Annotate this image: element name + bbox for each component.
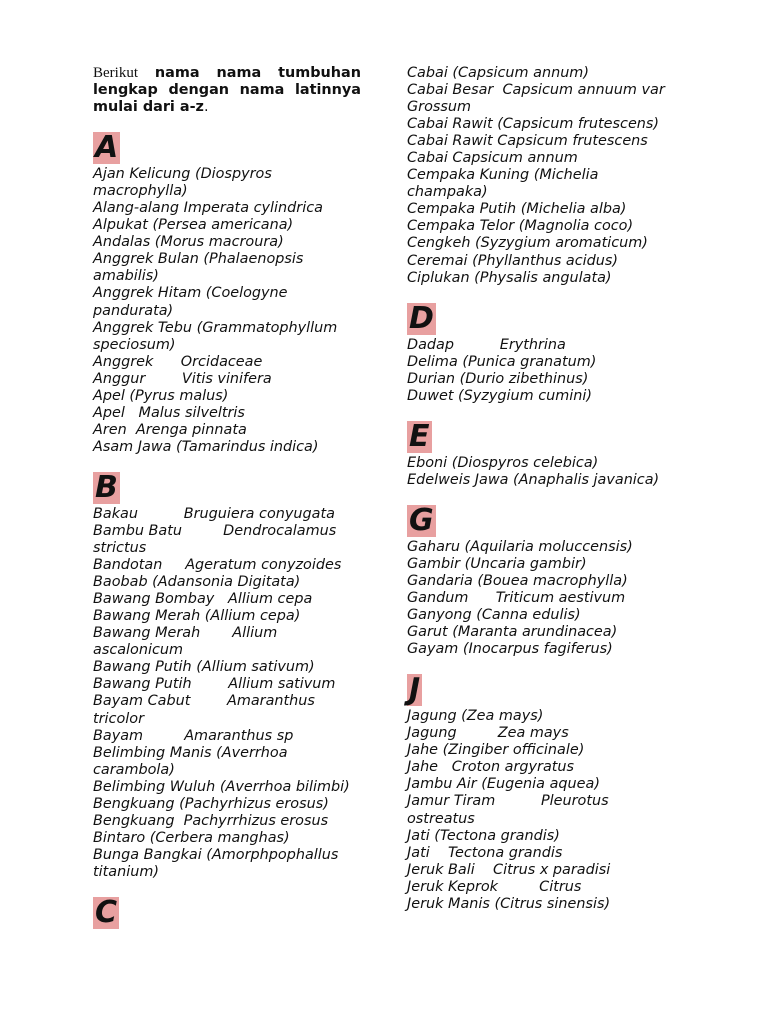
intro-bold-text: nama nama tumbuhan lengkap dengan nama latinnya mulai dari a-z [93, 65, 361, 116]
letter-section [407, 502, 677, 658]
plant-entry: Jagung Zea mays [407, 725, 569, 742]
letter-section [93, 894, 361, 931]
plant-entry: Delima (Punica granatum) [407, 353, 597, 370]
plant-entry: Gandum Triticum aestivum [407, 590, 626, 607]
section-letter-heading: D [409, 300, 434, 336]
plant-entry: Bunga Bangkai (Amorphpophallus titanium) [93, 846, 343, 880]
section-letter-heading: C [95, 894, 118, 930]
plant-entry: Anggrek Hitam (Coelogyne pandurata) [93, 285, 293, 319]
plant-entry: Cempaka Kuning (Michelia champaka) [407, 167, 604, 201]
right-column [407, 65, 677, 913]
plant-entry: Bayam Cabut Amaranthus tricolor [93, 693, 320, 727]
plant-entry: Andalas (Morus macroura) [93, 234, 284, 251]
plant-entry: Bengkuang (Pachyrhizus erosus) [93, 795, 329, 812]
plant-entry: Jamur Tiram Pleurotus ostreatus [407, 793, 614, 827]
plant-entry: Ceremai (Phyllanthus acidus) [407, 252, 618, 269]
plant-entry: Apel Malus silveltris [93, 404, 245, 421]
section-letter-heading: A [95, 130, 119, 166]
plant-entry: Apel (Pyrus malus) [93, 387, 229, 404]
plant-entry: Duwet (Syzygium cumini) [407, 387, 593, 404]
plant-entry: Garut (Maranta arundinacea) [407, 624, 618, 641]
plant-entry: Cabai Besar Capsicum annuum var Grossum [407, 82, 670, 116]
section-letter-heading: G [409, 502, 434, 538]
plant-entry: Bambu Batu Dendrocalamus strictus [93, 522, 341, 557]
plant-entry: Bawang Merah Allium ascalonicum [93, 625, 282, 659]
plant-entry: Cabai Rawit Capsicum frutescens [407, 133, 648, 150]
plant-entry: Alpukat (Persea americana) [93, 217, 294, 234]
plant-entry: Baobab (Adansonia Digitata) [93, 574, 301, 591]
plant-entry: Durian (Durio zibethinus) [407, 370, 589, 387]
plant-entry: Jati Tectona grandis [407, 844, 563, 861]
plant-entry: Ciplukan (Physalis angulata) [407, 269, 612, 286]
plant-entry: Ajan Kelicung (Diospyros macrophylla) [93, 166, 277, 200]
plant-entry: Asam Jawa (Tamarindus indica) [93, 438, 319, 455]
plant-entry: Bawang Putih (Allium sativum) [93, 659, 315, 676]
plant-entry: Jeruk Bali Citrus x paradisi [407, 861, 611, 878]
plant-entry: Jahe Croton argyratus [407, 759, 575, 776]
intro-end: . [203, 99, 209, 116]
plant-entry: Cabai (Capsicum annum) [407, 65, 589, 81]
plant-entry: Cabai Capsicum annum [407, 150, 578, 167]
plant-entry: Anggrek Tebu (Grammatophyllum speciosum) [93, 319, 342, 353]
plant-entry: Jeruk Keprok Citrus [407, 878, 582, 895]
plant-entry: Belimbing Wuluh (Averrhoa bilimbi) [93, 778, 350, 795]
plant-entry: Cempaka Putih (Michelia alba) [407, 201, 627, 218]
plant-entry: Anggrek Orcidaceae [93, 353, 263, 370]
left-sections [93, 132, 361, 931]
plant-entry: Gayam (Inocarpus fagiferus) [407, 641, 613, 658]
plant-entry: Bawang Putih Allium sativum [93, 676, 336, 693]
plant-entry: Bandotan Ageratum conyzoides [93, 557, 342, 574]
plant-entry: Bawang Merah (Allium cepa) [93, 608, 301, 625]
plant-entry: Bakau Bruguiera conyugata [93, 505, 335, 522]
plant-entry: Cengkeh (Syzygium aromaticum) [407, 235, 648, 252]
letter-section [93, 469, 361, 881]
plant-entry: Cabai Rawit (Capsicum frutescens) [407, 116, 660, 133]
plant-entry: Jeruk Manis (Citrus sinensis) [407, 895, 611, 912]
plant-entry: Aren Arenga pinnata [93, 421, 247, 438]
plant-entry: Eboni (Diospyros celebica) [407, 454, 599, 471]
plant-entry: Jambu Air (Eugenia aquea) [407, 776, 600, 793]
letter-section [93, 132, 361, 456]
plant-entry: Jahe (Zingiber officinale) [407, 742, 585, 759]
plant-entry: Gandaria (Bouea macrophylla) [407, 572, 628, 589]
letter-section [407, 418, 677, 489]
letter-section [407, 674, 677, 913]
plant-entry: Anggur Vitis vinifera [93, 370, 272, 387]
plant-entry: Ganyong (Canna edulis) [407, 607, 581, 624]
plant-entry: Gaharu (Aquilaria moluccensis) [407, 538, 633, 555]
intro-lead: Berikut [93, 65, 138, 81]
plant-entry: Bayam Amaranthus sp [93, 727, 294, 744]
plant-entry: Bawang Bombay Allium cepa [93, 591, 313, 608]
section-letter-heading: J [409, 672, 421, 708]
plant-entry: Jati (Tectona grandis) [407, 827, 560, 844]
plant-entry: Anggrek Bulan (Phalaenopsis amabilis) [93, 251, 308, 285]
plant-entry: Bengkuang Pachyrrhizus erosus [93, 812, 329, 829]
plant-entry: Dadap Erythrina [407, 336, 566, 353]
plant-entry: Jagung (Zea mays) [407, 708, 544, 725]
letter-section [407, 65, 677, 287]
left-column [93, 65, 361, 931]
intro-paragraph [93, 65, 361, 116]
letter-section [407, 300, 677, 405]
right-sections [407, 65, 677, 913]
plant-entry: Edelweis Jawa (Anaphalis javanica) [407, 471, 660, 488]
plant-entry: Cempaka Telor (Magnolia coco) [407, 218, 634, 235]
plant-entry: Alang-alang Imperata cylindrica [93, 200, 323, 217]
plant-entry: Belimbing Manis (Averrhoa carambola) [93, 744, 293, 778]
plant-entry: Bintaro (Cerbera manghas) [93, 829, 290, 846]
section-letter-heading: E [409, 418, 430, 454]
section-letter-heading: B [95, 469, 118, 505]
plant-entry: Gambir (Uncaria gambir) [407, 555, 587, 572]
